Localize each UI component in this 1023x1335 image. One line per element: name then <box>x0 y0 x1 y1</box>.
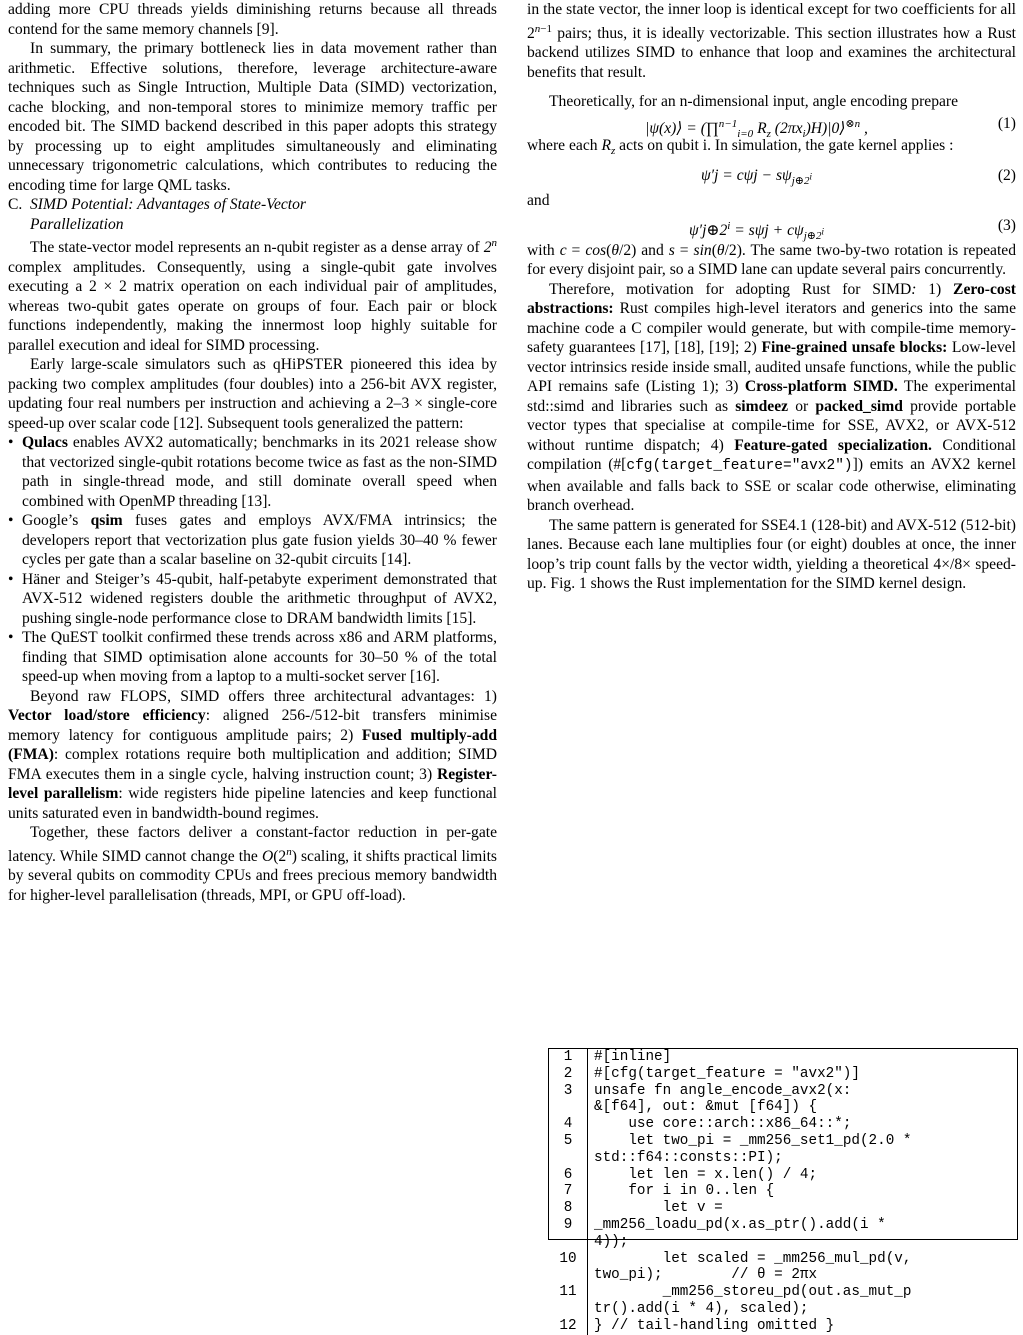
code-line <box>549 1183 1017 1200</box>
paragraph: The same pattern is generated for SSE4.1 (128-bit) and AVX-512 (512-bit) lanes. Because each lane multiplies four (or eight) doubles at once, the inner loop’s trip count falls by the vector width, yielding a theoretical 4×/8× speed-up. Fig. 1 shows the Rust implementation for the SIMD kernel design. <box>527 516 1016 592</box>
list-item: • Google’s qsim fuses gates and employs AVX/FMA intrinsics; the developers report that vectorization plus gate fusion yields 30–40 % fewer cycles per gate than a scalar baseline on 32-qubit circuits [14]. <box>8 512 497 568</box>
code-line <box>549 1217 1017 1251</box>
paragraph: where each $R_z$ acts on qubit i. In simulation, the gate kernel applies : <box>527 136 954 157</box>
code-line <box>549 1066 1017 1083</box>
bullet-list <box>8 433 497 687</box>
list-item: • The QuEST toolkit confirmed these trends across x86 and ARM platforms, finding that SIMD optimisation alone accounts for 30–50 % of the total speed-up when moving from a laptop to a multi-socket server [16]. <box>8 629 497 685</box>
right-column <box>527 0 1016 594</box>
list-item: • Qulacs enables AVX2 automatically; benchmarks in its 2021 release show that vectorized single-qubit rotations become twice as fast as the non-SIMD path in single-thread mode, and still dominate overall speed when combined with OpenMP threading [13]. <box>8 434 497 510</box>
code-line-text: for i in 0..len { <box>594 1183 775 1200</box>
code-line-text: _mm256_storeu_pd(out.as_mut_p tr().add(i * 4), scaled); <box>594 1284 912 1317</box>
paragraph: Beyond raw FLOPS, SIMD offers three architectural advantages: 1) Vector load/store efficiency: aligned 256-/512-bit transfers minimise memory latency for contiguous amplitude pairs; 2) Fused multiply-add (FMA): complex rotations require both multiplication and addition; SIMD FMA executes them in a single cycle, halving instruction count; 3) Register-level parallelism: wide registers hide pipeline latencies and keep functional units saturated even in bandwidth-bound regimes. <box>8 687 498 822</box>
code-line-text: let len = x.len() / 4; <box>594 1166 818 1183</box>
code-line-text: #[inline] <box>594 1049 672 1065</box>
paragraph: Therefore, motivation for adopting Rust for SIMD: 1) Zero-cost abstractions: Rust compiles high-level iterators and generics into the same machine code a C compiler would generate, but with compile-time memory-safety guarantees [17], [18], [19]; 2) Fine-grained unsafe blocks: Low-level vector intrinsics reside inside small, audited unsafe functions, while the public API remains safe (Listing 1); 3) Cross-platform SIMD. The experimental std::simd and libraries such as simdeez or packed_simd provide portable vector types that specialise at compile-time for SSE, AVX2, or AVX-512 without runtime dispatch; 4) Feature-gated specialization. Conditional compilation (#[cfg(target_feature="avx2")]) emits an AVX2 kernel when available and falls back to SSE or scalar code otherwise, eliminating branch overhead. <box>527 280 1017 514</box>
code-line <box>549 1133 1017 1167</box>
code-line-number: 11 <box>549 1284 588 1318</box>
code-line <box>549 1284 1017 1318</box>
left-column <box>8 0 497 905</box>
code-line-text: _mm256_loadu_pd(x.as_ptr().add(i * 4)); <box>594 1216 886 1250</box>
code-line-number: 9 <box>549 1217 588 1251</box>
paragraph: adding more CPU threads yields diminishing returns because all threads contend for the same memory channels [9]. <box>8 1 497 38</box>
code-line-number: 1 <box>549 1049 588 1066</box>
paragraph: in the state vector, the inner loop is identical except for two coefficients for all $2^{n-1}$ pairs; thus, it is ideally vectorizable. This section illustrates how a Rust backend utilizes SIMD to enhance that loop and examines the architectural benefits that result. <box>527 1 1016 81</box>
equation-3: $\psi'j\oplus 2^i = s\psi j + c\psi_{j\oplus 2^i}$ (3) <box>689 216 1016 242</box>
code-line-text: } // tail-handling omitted } <box>594 1317 835 1334</box>
paragraph: The state-vector model represents an n-qubit register as a dense array of 2$^n$ complex amplitudes. Consequently, using a single-qubit gate involves executing a 2 × 2 matrix operation on each individual pair of amplitudes, whereas two-qubit gates operate on groups of four. Each pair or block functions independently, making the innermost loop highly suitable for parallel execution and ideal for SIMD processing. <box>8 237 497 354</box>
code-line-number: 10 <box>549 1251 588 1285</box>
paragraph: and <box>527 192 550 209</box>
code-line-text: #[cfg(target_feature = "avx2")] <box>594 1065 860 1082</box>
paragraph: In summary, the primary bottleneck lies in data movement rather than arithmetic. Effective solutions, therefore, leverage architecture-aware techniques such as Single Intruction, Multiple Data (SIMD) vectorization, cache blocking, and non-temporal stores to minimize memory traffic per encoded bit. The SIMD backend described in this paper adopts this strategy by processing up to eight amplitudes simultaneously and eliminating unnecessary trigonometric calculations, which contributes to reducing the encoding time for large QML tasks. <box>8 40 497 194</box>
code-line <box>549 1116 1017 1133</box>
code-line <box>549 1167 1017 1184</box>
code-line-text: let scaled = _mm256_mul_pd(v, two_pi); // θ = 2πx <box>594 1250 912 1284</box>
code-line-text: unsafe fn angle_encode_avx2(x: &[f64], out: &mut [f64]) { <box>594 1082 852 1116</box>
code-line <box>549 1049 1017 1066</box>
code-line <box>549 1251 1017 1285</box>
paragraph: with c = cos(θ/2) and s = sin(θ/2). The same two-by-two rotation is repeated for every disjoint pair, so a SIMD lane can update several pairs concurrently. <box>527 241 1017 278</box>
code-line-number: 8 <box>549 1200 588 1217</box>
code-line-number: 7 <box>549 1183 588 1200</box>
paragraph: Together, these factors deliver a constant-factor reduction in per-gate latency. While SIMD cannot change the O(2$^n$) scaling, it shifts practical limits by several qubits on commodity CPUs and frees precious memory bandwidth for higher-level parallelisation (threads, MPI, or GPU off-load). <box>8 824 497 904</box>
code-line-number: 5 <box>549 1133 588 1167</box>
code-listing <box>548 1048 1018 1334</box>
code-line-text: use core::arch::x86_64::*; <box>594 1116 852 1133</box>
code-line <box>549 1200 1017 1217</box>
paragraph: Early large-scale simulators such as qHiPSTER pioneered this idea by packing two complex amplitudes (four doubles) into a 256-bit AVX register, updating four real numbers per instruction and achieving a 2–3 × single-core speed-up over scalar code [12]. Subsequent tools generalized the pattern: <box>8 356 497 432</box>
code-line <box>549 1083 1017 1117</box>
equation-1: |ψ(x)⟩ = (∏$^{n-1}_{i=0}$ $R_z$ $(2\pi x_i)H)|0⟩^{\otimes n}$ , (1) <box>645 114 1016 140</box>
code-line-number: 6 <box>549 1167 588 1184</box>
code-line-number: 3 <box>549 1083 588 1117</box>
list-item: • Häner and Steiger’s 45-qubit, half-petabyte experiment demonstrated that AVX-512 widened registers double the arithmetic throughput of AVX2, pushing single-node performance close to DRAM bandwidth limits [15]. <box>8 570 497 627</box>
code-line-number: 12 <box>549 1318 588 1335</box>
code-line-text: let two_pi = _mm256_set1_pd(2.0 * std::f64::consts::PI); <box>594 1132 912 1166</box>
code-line <box>549 1318 1017 1335</box>
paragraph: Theoretically, for an n-dimensional input, angle encoding prepare <box>549 93 959 110</box>
code-line-number: 4 <box>549 1116 588 1133</box>
code-line-text: let v = <box>594 1200 723 1217</box>
code-line-number: 2 <box>549 1066 588 1083</box>
equation-2: $\psi'j = c\psi j - s\psi_{j\oplus 2^i}$ (2) <box>700 167 1016 187</box>
section-heading: C. SIMD Potential: Advantages of State-Vector Parallelization <box>8 196 307 233</box>
